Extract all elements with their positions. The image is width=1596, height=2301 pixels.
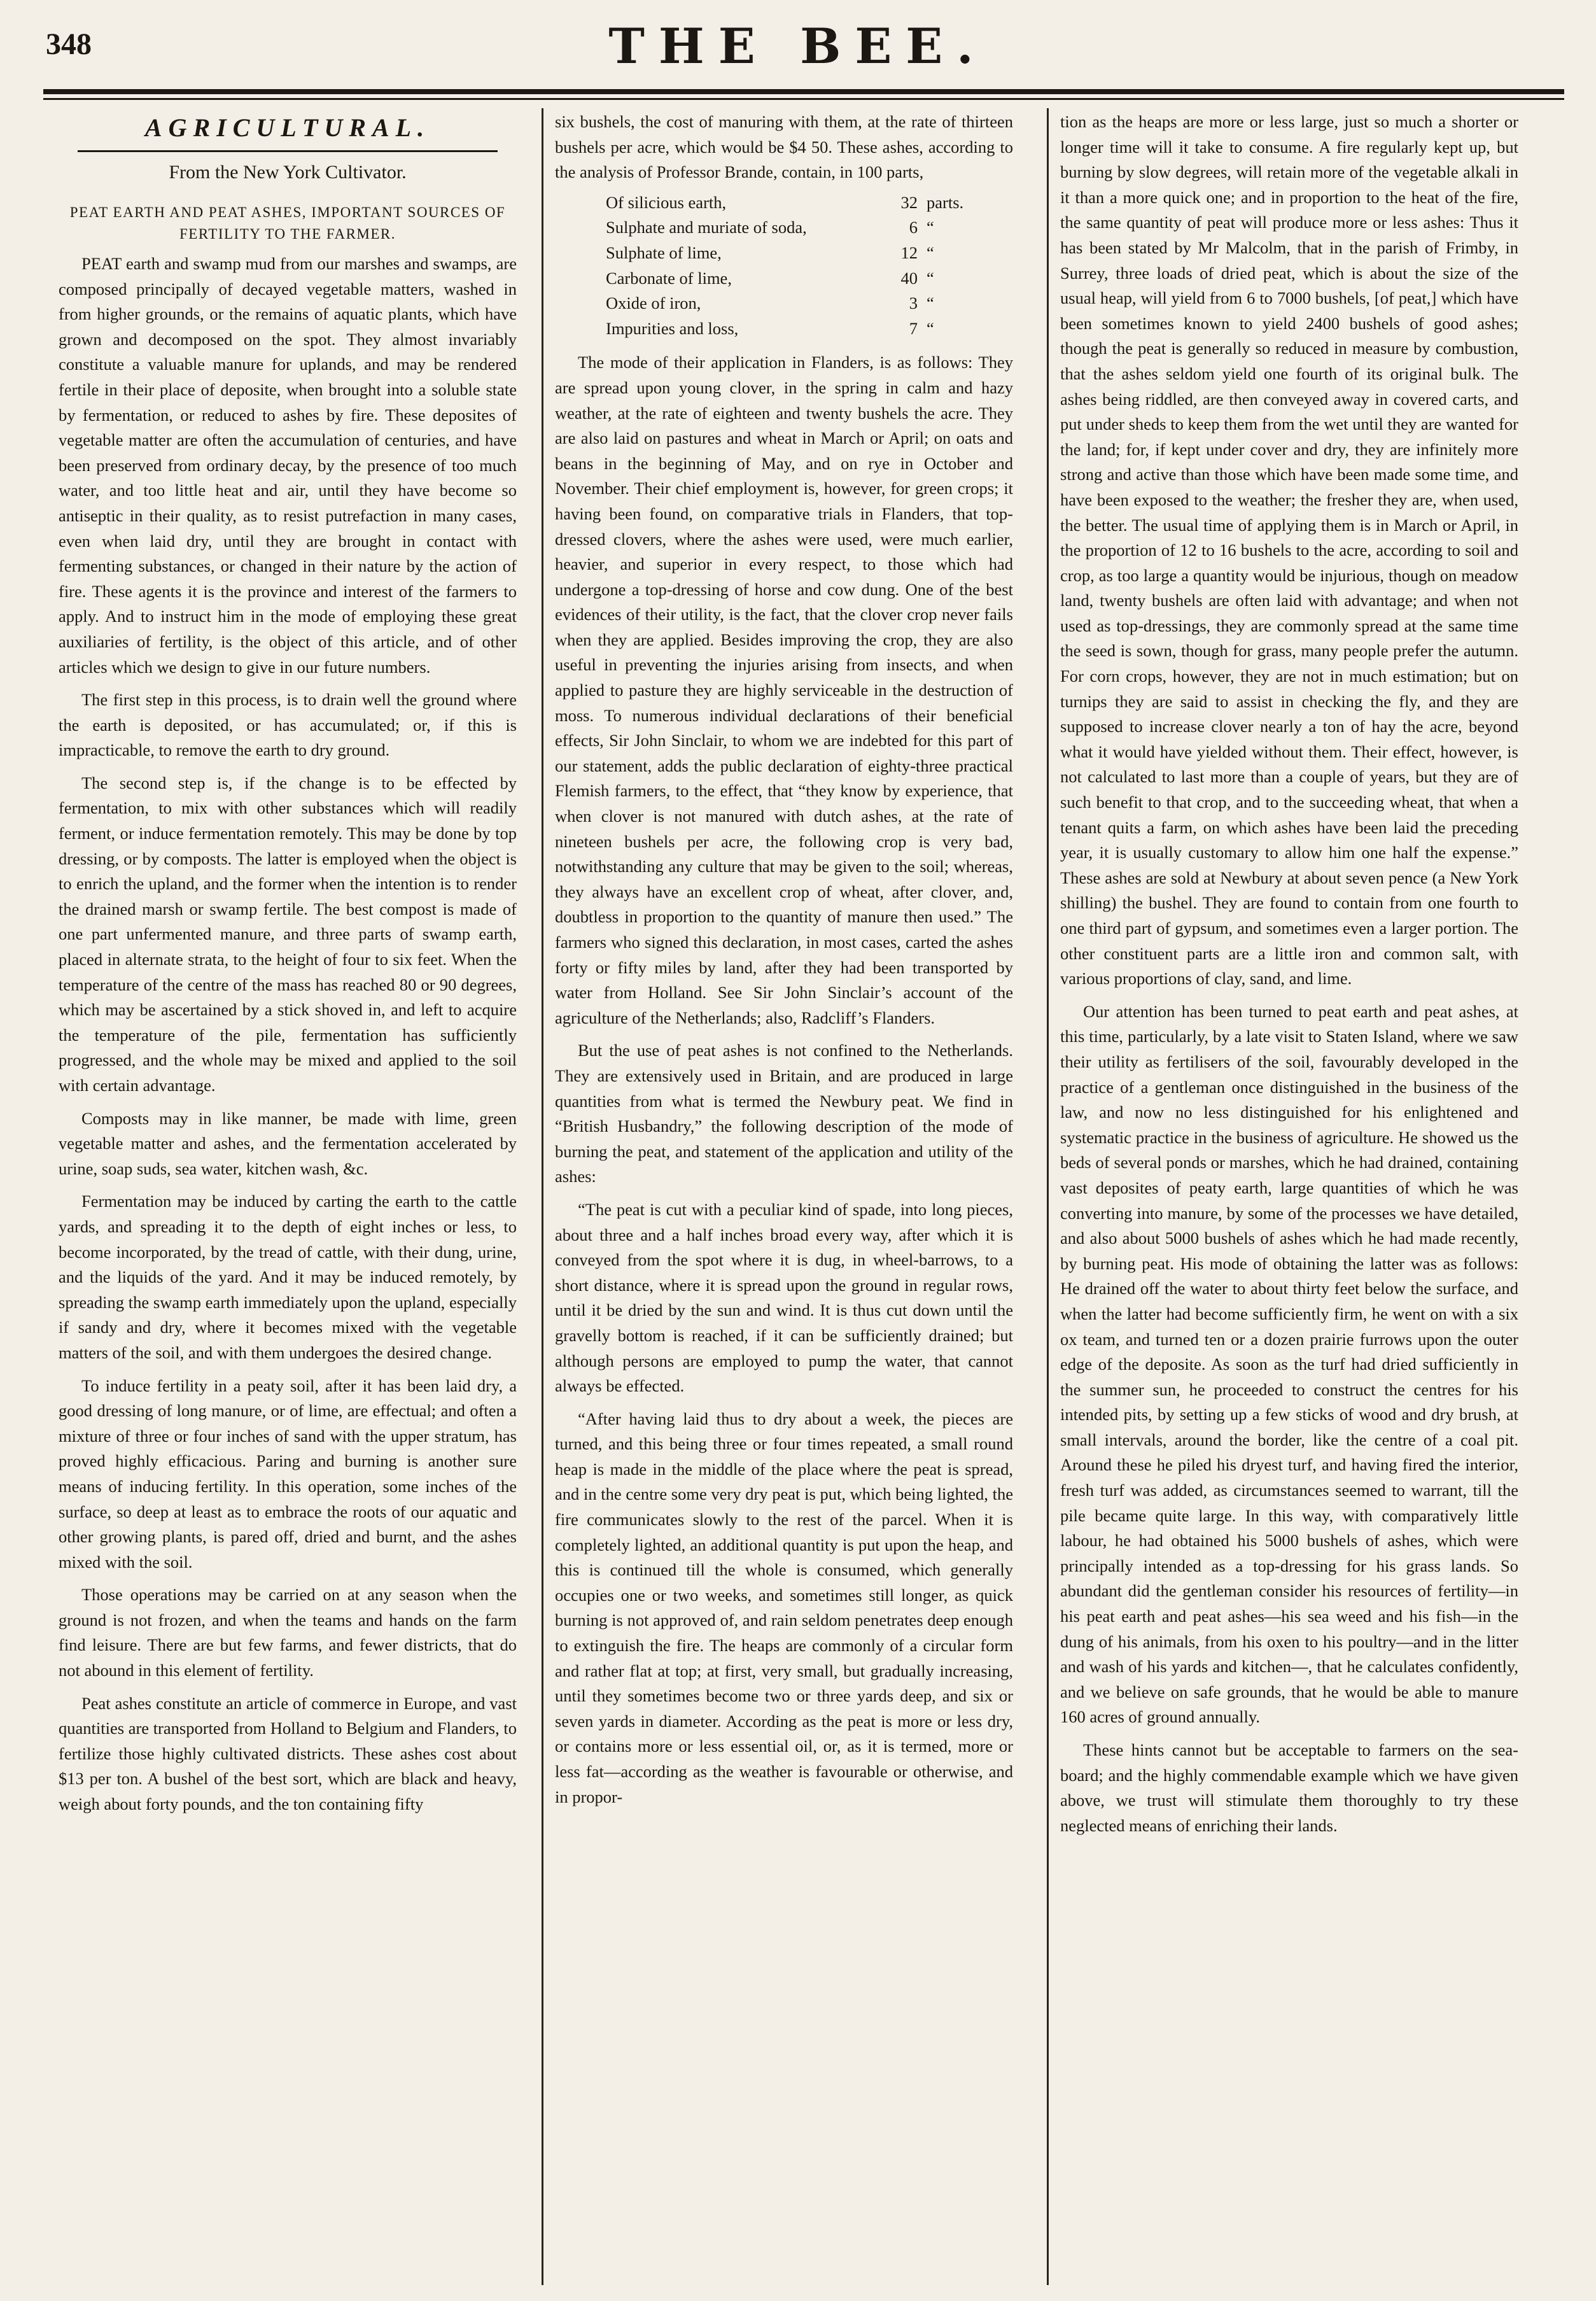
paragraph: “After having laid thus to dry about a week, the pieces are turned, and this being three or four times repeated, a small round heap is made in the middle of the place where the peat is spread, and in the centre some very dry peat is put, which being lighted, the fire communicates slowly to the rest of the parcel. When it is completely lighted, an additional quantity is put upon the heap, and this is continued till the whole is consumed, which generally occupies one or two weeks, and sometimes still longer, as quick burning is not approved of, and rain seldom penetrates deep enough to extinguish the fire. The heaps are commonly of a circular form and rather flat at top; at first, very small, but gradually increasing, until they sometimes become two or three yards deep, and six or seven yards in diameter. According as the peat is more or less dry, or contains more or less essential oil, or, as it is termed, more or less fat—according as the weather is favourable or otherwise, and in propor- [555, 1409, 1013, 1806]
masthead-rule-thin [43, 98, 1564, 100]
paragraph: tion as the heaps are more or less large, just so much a shorter or longer time will it take to consume. A fire regularly kept up, but burning by slow degrees, will retain more of the vegetable alkali in it than a more quick one; and in proportion to the heat of the fire, the same quantity of peat will produce more or less ashes: Thus it has been stated by Mr Malcolm, that in the parish of Frimby, in Surrey, three loads of dried peat, which is about the size of the usual heap, will yield from 6 to 7000 bushels, [of peat,] which have been sometimes known to yield 2400 bushels of good ashes; though the peat is generally so reduced in measure by combustion, that the ashes seldom yield one fourth of its original bulk. The ashes being riddled, are then conveyed away in covered carts, and put under sheds to keep them from the wet until they are wanted for the land; for, if kept under cover and dry, they are infinitely more strong and active than those which have been made some time, and have been exposed to the weather; the fresher they are, when used, the better. The usual time of applying them is in March or April, in the proportion of 12 to 16 bushels to the acre, according to soil and crop, as too large a quantity would be injurious, though on meadow land, twenty bushels are often laid with advantage; and when not used as top-dressings, they are commonly spread at the same time the seed is sown, though for grass, many people prefer the autumn. For corn crops, however, they are not in much estimation; but on turnips they are said to assist in checking the fly, and they are supposed to increase clover nearly a ton of hay the acre, beyond what it would have yielded without them. Their effect, however, is not calculated to last more than a couple of years, but they are of such benefit to that crop, and to the succeeding wheat, that when a tenant quits a farm, on which ashes have been laid the preceding year, it is usually customary to allow him one half the expense.” These ashes are sold at Newbury at about seven pence (a New York shilling) the bushel. They are found to contain from one fourth to one third part of gypsum, and sometimes even a larger portion. The other constituent parts are a little iron and common salt, with various proportions of clay, sand, and lime. [1060, 112, 1518, 989]
paragraph: Peat ashes constitute an article of commerce in Europe, and vast quantities are transported from Holland to Belgium and Flanders, to fertilize those highly cultivated districts. These ashes cost about $13 per ton. A bushel of the best sort, which are black and heavy, weigh about forty pounds, and the ton containing fifty [59, 1693, 517, 1814]
column-divider [542, 108, 543, 2285]
masthead-title: THE BEE. [608, 18, 988, 74]
column-1 [59, 109, 517, 2286]
section-heading-rule [78, 150, 498, 152]
analysis-unit: parts. [927, 192, 964, 212]
analysis-item: Of silicious earth, [606, 192, 727, 212]
section-heading: AGRICULTURAL. [144, 113, 431, 142]
paragraph: Our attention has been turned to peat earth and peat ashes, at this time, particularly, by a late visit to Staten Island, where we saw their utility as fertilisers of the soil, favourably developed in the practice of a gentleman once distinguished in the business of the law, and now no less distinguished for his enlightened and systematic practice in the business of agriculture. He showed us the beds of several ponds or marshes, which he had drained, containing vast deposites of peaty earth, large quantities of which he was converting into manure, by some of the processes we have detailed, and also about 5000 bushels of ashes which he had made recently, by burning peat. His mode of obtaining the latter was as follows: He drained off the water to about thirty feet below the surface, and when the latter had become sufficiently firm, he went on with a six ox team, and turned ten or a dozen prairie furrows upon the outer edge of the deposite. As soon as the turf had dried sufficiently in the summer sun, he proceeded to construct the centres for his intended pits, by setting up a few sticks of wood and dry brush, at small intervals, around the border, like the centre of a coal pit. Around these he piled his dryest turf, and having fired the interior, fresh turf was added, as circumstances seemed to warrant, till the pile became quite large. In this way, with comparatively little labour, he had obtained his 5000 bushels of ashes, which were principally intended as a top-dressing for his grass lands. So abundant did the gentleman consider his resources of fertility—in his peat earth and peat ashes—his sea weed and his fish—in the dung of his animals, from his oxen to his poultry—and in the litter and wash of his yards and kitchen—, that he calculates confidently, and we believe on safe grounds, that he would be able to manure 160 acres of ground annually. [1060, 1001, 1518, 1727]
analysis-item: Impurities and loss, [606, 318, 739, 338]
table-row [606, 190, 977, 216]
paragraph: Fermentation may be induced by carting the earth to the cattle yards, and spreading it to the depth of eight inches or less, to become incorporated, by the tread of cattle, with their dung, urine, and the liquids of the yard. And it may be induced remotely, by spreading the swamp earth immediately upon the upland, especially if sandy and dry, where it becomes mixed with the vegetable matters of the soil, and with them undergoes the desired change. [59, 1192, 517, 1362]
ash-analysis-table [606, 190, 977, 342]
analysis-unit: “ [927, 243, 934, 262]
paragraph: six bushels, the cost of manuring with them, at the rate of thirteen bushels per acre, which would be $4 50. These ashes, according to the analysis of Professor Brande, contain, in 100 parts, [555, 112, 1013, 182]
paragraph: To induce fertility in a peaty soil, after it has been laid dry, a good dressing of long manure, or of lime, are effectual; and often a mixture of three or four inches of sand with the upper stratum, has proved highly efficacious. Paring and burning is another sure means of inducing fertility. In this operation, some inches of the surface, so deep at least as to embrace the roots of our aquatic and other growing plants, is pared off, dried and burnt, and the ashes mixed with the soil. [59, 1376, 517, 1572]
paragraph: The second step is, if the change is to be effected by fermentation, to mix with other substances which will readily ferment, or induce fermentation remotely. This may be done by top dressing, or by composts. The latter is employed when the object is to enrich the upland, and the former when the intention is to render the drained marsh or swamp fertile. The best compost is made of one part unfermented manure, and three parts of swamp earth, placed in alternate strata, to the height of four to six feet. When the temperature of the centre of the mass has reached 80 or 90 degrees, which may be ascertained by a stick shoved in, and left to acquire the temperature of the pile, fermentation has sufficiently progressed, and the whole may be mixed and applied to the soil with certain advantage. [59, 773, 517, 1095]
page-number: 348 [46, 27, 92, 61]
article-source: From the New York Cultivator. [169, 162, 407, 183]
column-divider [1047, 108, 1049, 2285]
paragraph: PEAT earth and swamp mud from our marshes and swamps, are composed principally of decayed vegetable matters, washed in from higher grounds, or the remains of aquatic plants, which have grown and decomposed on the spot. They almost invariably constitute a valuable manure for uplands, and may be rendered fertile in their place of deposite, when brought into a soluble state by fermentation, or reduced to ashes by fire. These deposites of vegetable matter are often the accumulation of centuries, and have been preserved from ordinary decay, by the presence of too much water, and too little heat and air, until they have become so antiseptic in their quality, as to resist putrefaction in many cases, even when laid dry, until they are brought in contact with fermenting substances, or changed in their nature by the action of fire. These agents it is the province and interest of the farmers to apply. And to instruct him in the mode of employing these great auxiliaries of fertility, is the object of this article, and of other articles which we design to give in our future numbers. [59, 254, 517, 677]
analysis-item: Sulphate and muriate of soda, [606, 218, 807, 237]
table-row [606, 291, 977, 316]
table-row [606, 215, 977, 241]
analysis-unit: “ [927, 318, 934, 338]
paragraph: The mode of their application in Flanders, is as follows: They are spread upon young clover, in the spring in calm and hazy weather, at the rate of eighteen and twenty bushels the acre. They are also laid on pastures and wheat in March or April; on oats and beans in the beginning of May, and on rye in October and November. Their chief employment is, however, for green crops; it having been found, on comparative trials in Flanders, that top-dressed clovers, where the ashes were used, were much earlier, heavier, and superior in every respect, to those which had undergone a top-dressing of horse and cow dung. One of the best evidences of their utility, is the fact, that the clover crop never fails when they are applied. Besides improving the crop, they are also useful in preventing the injuries arising from insects, and when applied to pasture they are highly serviceable in the destruction of moss. To numerous individual declarations of their beneficial effects, Sir John Sinclair, to whom we are indebted for this part of our statement, adds the public declaration of eighty-three practical Flemish farmers, to the effect, that “they know by experience, that when clover is not manured with dutch ashes, at the rate of nineteen bushels per acre, the following crop is very bad, notwithstanding any culture that may be given to the soil; whereas, they always have an excellent crop of wheat, after clover, and, doubtless in proportion to the quantity of manure then used.” The farmers who signed this declaration, in most cases, carted the ashes forty or fifty miles by land, after they had been transported by water from Holland. See Sir John Sinclair’s account of the agriculture of the Netherlands; also, Radcliff’s Flanders. [555, 353, 1013, 1027]
paragraph: Those operations may be carried on at any season when the ground is not frozen, and when the teams and hands on the farm find leisure. There are but few farms, and fewer districts, that do not abound in this element of fertility. [59, 1585, 517, 1680]
analysis-value: 6 [909, 218, 918, 237]
paragraph: But the use of peat ashes is not confined to the Netherlands. They are extensively used in Britain, and are produced in large quantities from what is termed the Newbury peat. We find in “British Husbandry,” the following description of the mode of burning the peat, and statement of the application and utility of the ashes: [555, 1041, 1013, 1186]
analysis-item: Carbonate of lime, [606, 268, 732, 288]
analysis-value: 3 [909, 293, 918, 313]
analysis-value: 7 [909, 318, 918, 338]
analysis-unit: “ [927, 293, 934, 313]
paragraph: These hints cannot but be acceptable to farmers on the sea-board; and the highly commendable example which we have given above, we trust will stimulate them thoroughly to try these neglected means of enriching their lands. [1060, 1740, 1518, 1835]
table-row [606, 241, 977, 266]
masthead-rule-thick [43, 89, 1564, 94]
paragraph: Composts may in like manner, be made with lime, green vegetable matter and ashes, and the fermentation accelerated by urine, soap suds, sea water, kitchen wash, &c. [59, 1108, 517, 1178]
table-row [606, 316, 977, 342]
paragraph: “The peat is cut with a peculiar kind of spade, into long pieces, about three and a half inches broad every way, after which it is conveyed from the spot where it is dug, in wheel-barrows, to a short distance, where it is spread upon the ground in regular rows, until it be dried by the sun and wind. It is thus cut down until the gravelly bottom is reached, if it can be sufficiently drained; but although persons are employed to pump the water, that cannot always be effected. [555, 1199, 1013, 1396]
column-2 [555, 109, 1013, 2286]
column-3 [1060, 109, 1518, 2286]
table-row [606, 266, 977, 292]
analysis-item: Sulphate of lime, [606, 243, 722, 262]
analysis-unit: “ [927, 218, 934, 237]
analysis-value: 32 [900, 192, 918, 212]
paragraph: The first step in this process, is to drain well the ground where the earth is deposited, or has accumulated; or, if this is impracticable, to remove the earth to dry ground. [59, 690, 517, 760]
analysis-value: 12 [900, 243, 918, 262]
analysis-value: 40 [900, 268, 918, 288]
article-title: PEAT EARTH AND PEAT ASHES, IMPORTANT SOURCES OF FERTILITY TO THE FARMER. [69, 204, 506, 242]
analysis-item: Oxide of iron, [606, 293, 701, 313]
analysis-unit: “ [927, 268, 934, 288]
